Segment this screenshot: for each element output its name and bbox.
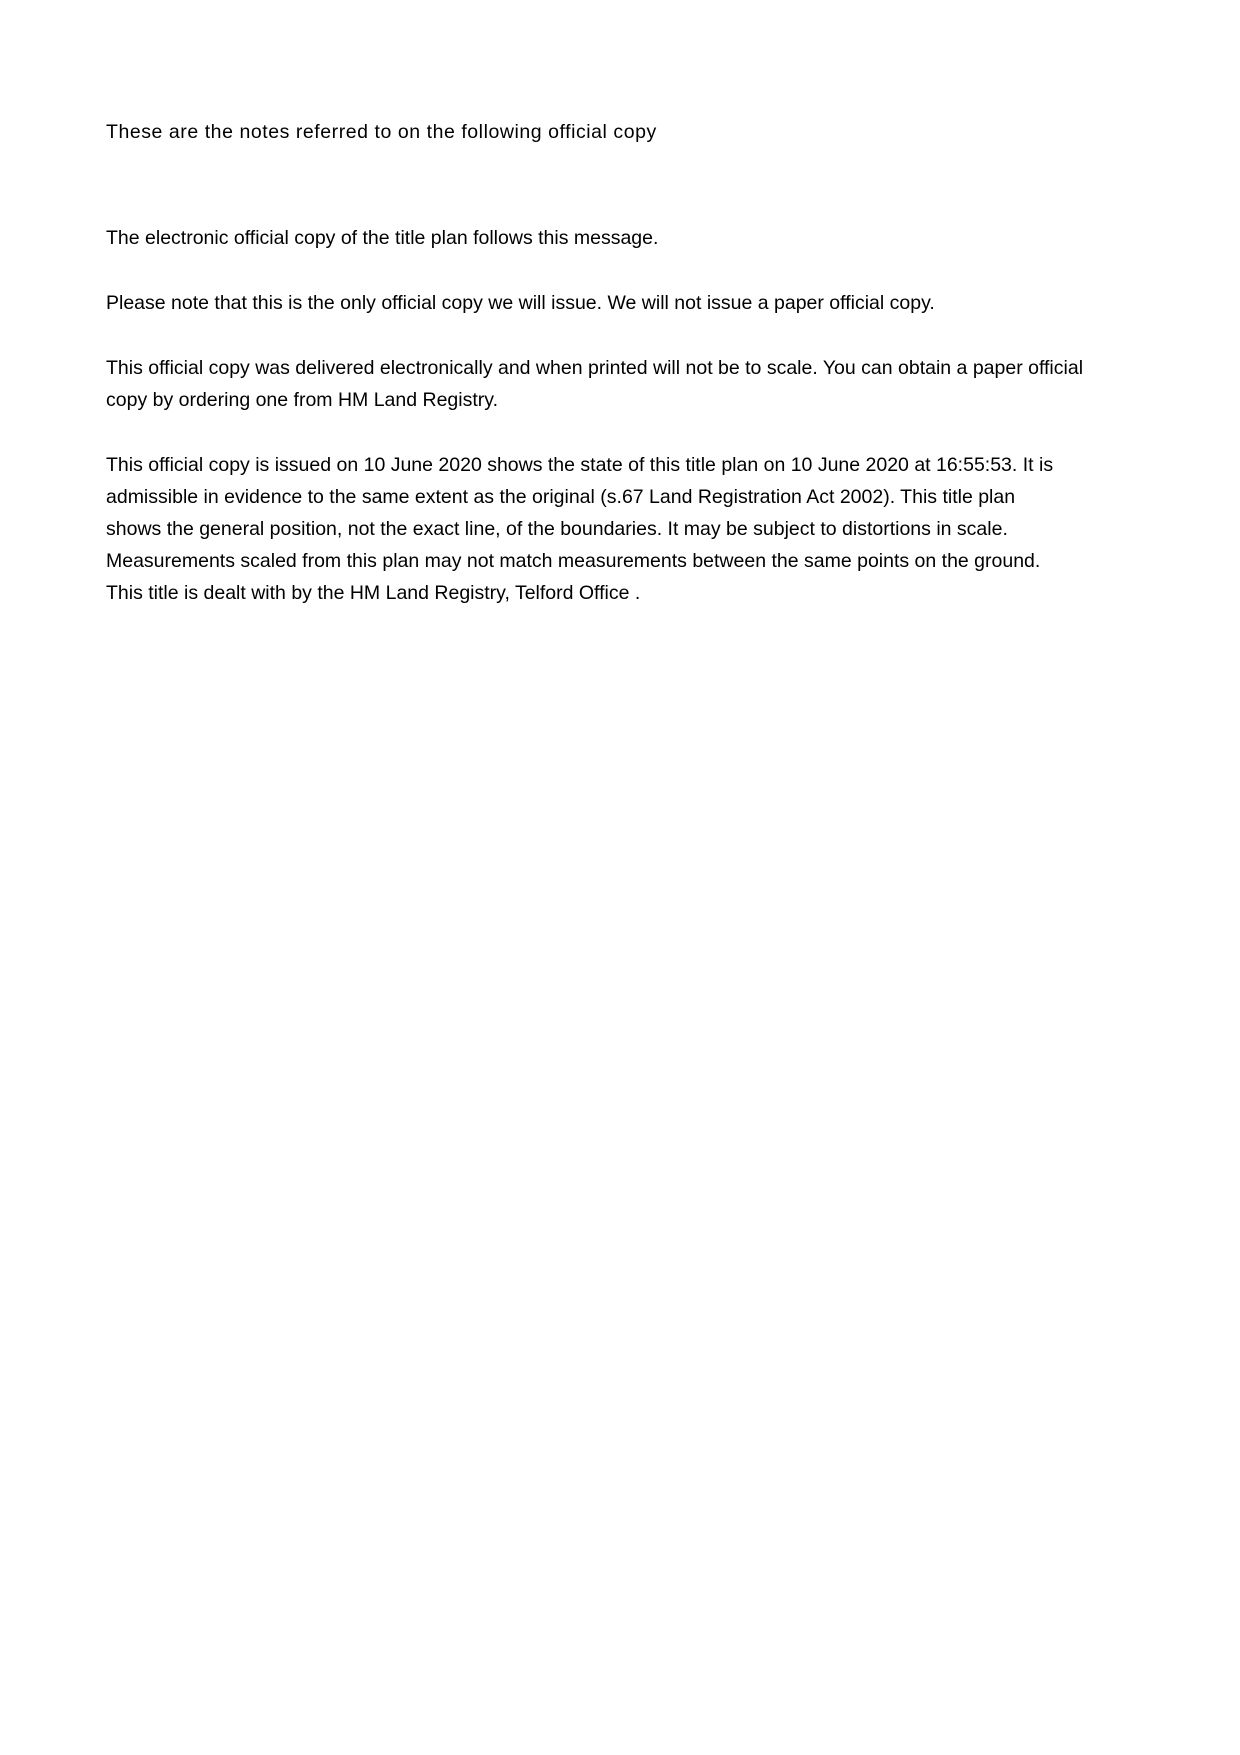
issue-line-5: This title is dealt with by the HM Land Registry, Telford Office . — [106, 582, 641, 605]
issue-line-4: Measurements scaled from this plan may not match measurements between the same points on the ground. — [106, 550, 1041, 573]
paragraph-electronic-copy: The electronic official copy of the title plan follows this message. — [106, 227, 659, 250]
issue-line-2: admissible in evidence to the same extent as the original (s.67 Land Registration Act 2002). This title plan — [106, 486, 1016, 509]
issue-line-3: shows the general position, not the exact line, of the boundaries. It may be subject to distortions in scale. — [106, 518, 1008, 541]
issue-line-1: This official copy is issued on 10 June 2020 shows the state of this title plan on 10 June 2020 at 16:55:53. It is — [106, 454, 1054, 477]
document-content — [106, 118, 1116, 609]
paragraph-not-to-scale: This official copy was delivered electronically and when printed will not be to scale. You can obtain a paper official copy by ordering one from HM Land Registry. — [106, 357, 1084, 412]
paragraph-issue-details — [106, 449, 1116, 609]
heading-spacer — [106, 147, 1116, 222]
paragraph-only-official-copy: Please note that this is the only official copy we will issue. We will not issue a paper official copy. — [106, 292, 935, 315]
notes-heading: These are the notes referred to on the following official copy — [106, 121, 657, 143]
